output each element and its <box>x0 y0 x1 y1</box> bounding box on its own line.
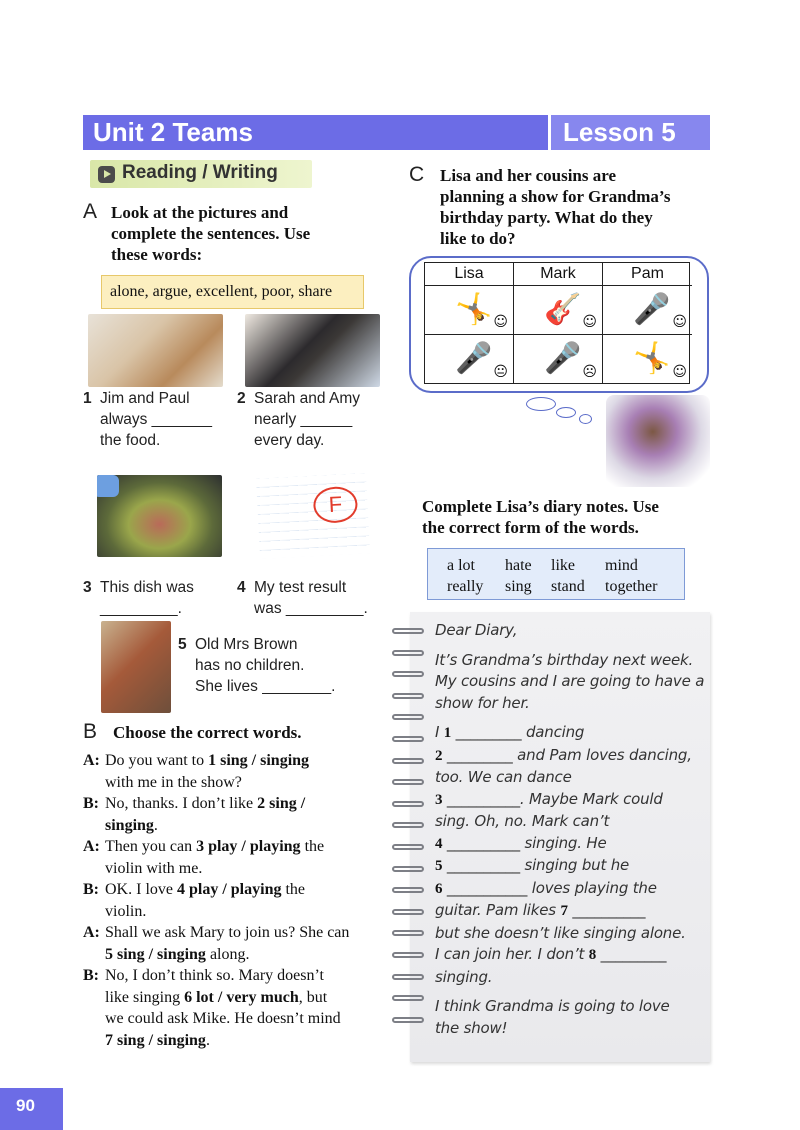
text-run: we could ask Mike. He doesn’t mind <box>105 1010 341 1027</box>
text-run: No, I don’t think so. Mary doesn’t <box>105 967 324 984</box>
dialog-text <box>105 858 388 880</box>
dialog-exercise <box>83 750 388 1051</box>
spiral-ring <box>392 693 424 699</box>
lesson-title: Lesson 5 <box>563 117 676 147</box>
table-header-mark: Mark <box>514 263 603 286</box>
diary-line <box>435 833 710 856</box>
word-option: mind <box>605 557 638 574</box>
spiral-ring <box>392 866 424 872</box>
table-cell <box>425 335 514 384</box>
dialog-line <box>83 965 388 1051</box>
guitar-figure-icon: 🎸 <box>544 292 582 327</box>
dialog-text <box>105 965 388 987</box>
text-run: sing. Oh, no. Mark can’t <box>435 812 610 830</box>
spiral-ring <box>392 736 424 742</box>
text-run: guitar. Pam likes <box>435 901 561 919</box>
section-c-letter: C <box>409 163 425 186</box>
diary-text <box>435 620 710 1039</box>
table-cell <box>514 286 603 335</box>
text-run: My cousins and I are going to have a <box>435 672 705 690</box>
dancing-figure-icon: 🤸 <box>633 341 671 376</box>
spiral-ring <box>392 714 424 720</box>
text-run: OK. I love <box>105 881 177 898</box>
diary-line <box>435 693 710 715</box>
page-number: 90 <box>16 1096 35 1115</box>
spiral-ring <box>392 952 424 958</box>
section-c-instruction <box>440 165 671 249</box>
diary-line <box>435 967 710 989</box>
item-line: Old Mrs Brown <box>195 636 298 653</box>
exercise-item-5 <box>178 634 335 697</box>
bold-text: singing <box>105 816 154 834</box>
text-run: the <box>300 838 325 855</box>
photo-girl-writing-diary <box>606 395 710 487</box>
word-option: a lot <box>447 557 475 574</box>
word-option: really <box>447 578 484 595</box>
diary-line <box>435 855 710 878</box>
diary-instruction-line: the correct form of the words. <box>422 518 639 537</box>
spiral-ring <box>392 844 424 850</box>
bold-text: 7 sing / singing <box>105 1031 206 1049</box>
singing-figure-icon: 🎤 <box>633 292 671 327</box>
item-number: 3 <box>83 579 92 596</box>
play-icon <box>98 166 115 183</box>
diary-line <box>435 767 710 789</box>
unit-title: Unit 2 Teams <box>93 117 253 147</box>
dialog-text <box>105 922 388 944</box>
exercise-item-4 <box>237 577 368 619</box>
item-number: 2 <box>237 390 246 407</box>
activities-table <box>424 262 690 384</box>
table-cell <box>603 286 692 335</box>
text-run: I <box>435 723 444 741</box>
dialog-text <box>105 987 388 1009</box>
diary-line <box>435 811 710 833</box>
diary-line <box>435 650 710 672</box>
section-a-instruction-line: these words: <box>111 245 203 264</box>
diary-line <box>435 923 710 945</box>
text-run: ___________ loves playing the <box>442 878 657 897</box>
diary-line <box>435 1018 710 1040</box>
spiral-ring <box>392 1017 424 1023</box>
text-run: violin. <box>105 902 147 920</box>
text-run: too. We can dance <box>435 768 572 786</box>
text-run: No, thanks. I don’t like <box>105 795 258 812</box>
spiral-ring <box>392 628 424 634</box>
text-run: but she doesn’t like singing alone. <box>435 923 686 942</box>
photo-test-paper <box>256 473 370 559</box>
dialog-text <box>105 944 388 966</box>
bold-text: 7 <box>560 903 568 919</box>
dialog-text <box>105 1008 388 1030</box>
table-cell <box>514 335 603 384</box>
word-option: hate <box>505 557 532 574</box>
item-number: 1 <box>83 390 92 407</box>
spiral-ring <box>392 758 424 764</box>
dialog-text <box>105 836 388 858</box>
item-line: always _______ <box>100 411 213 428</box>
face-icon: ☺ <box>672 364 687 380</box>
text-run: show for her. <box>435 693 530 712</box>
word-option: together <box>605 578 658 595</box>
face-icon: ☹ <box>582 364 597 380</box>
singing-figure-icon: 🎤 <box>544 341 582 376</box>
text-run: . <box>153 816 158 834</box>
spiral-ring <box>392 909 424 915</box>
diary-instruction-line: Complete Lisa’s diary notes. Use <box>422 497 659 516</box>
spiral-ring <box>392 671 424 677</box>
unit-header-bar <box>83 115 710 150</box>
section-b-letter: B <box>83 720 98 743</box>
word-box-a: alone, argue, excellent, poor, share <box>101 275 364 309</box>
item-number: 4 <box>237 579 246 596</box>
word-box-c <box>427 548 685 600</box>
diary-line <box>435 620 710 642</box>
photo-girls-arguing <box>245 314 380 387</box>
photo-old-woman <box>101 621 171 713</box>
speaker-label: B: <box>83 967 99 984</box>
item-number: 5 <box>178 636 187 653</box>
dialog-line <box>83 922 388 965</box>
dialog-text <box>105 750 388 772</box>
diary-line <box>435 996 710 1018</box>
item-line: every day. <box>254 432 325 449</box>
item-line: the food. <box>100 432 161 449</box>
dialog-text <box>105 772 388 794</box>
item-line: nearly ______ <box>254 411 353 428</box>
thought-bubble-dot <box>556 407 576 418</box>
thought-bubble-dot <box>579 414 592 424</box>
bold-text: 6 lot / very much <box>184 988 299 1006</box>
word-option: stand <box>551 578 585 595</box>
bold-text: 2 sing / <box>257 795 306 812</box>
exercise-item-3 <box>83 577 194 619</box>
dialog-line <box>83 793 388 836</box>
diary-instruction <box>422 496 659 538</box>
text-run: the <box>281 881 306 898</box>
face-icon: ☺ <box>493 314 508 330</box>
table-cell <box>603 335 692 384</box>
text-run: violin with me. <box>105 859 203 877</box>
spiral-ring <box>392 822 424 828</box>
word-option: like <box>551 557 575 574</box>
table-header-lisa: Lisa <box>425 263 514 286</box>
text-run: I can join her. I don’t <box>435 945 589 963</box>
section-a-letter: A <box>83 200 98 223</box>
dialog-line <box>83 879 388 922</box>
lesson-box <box>548 115 710 150</box>
bold-text: 3 play / playing <box>196 838 301 855</box>
item-line: Jim and Paul <box>100 390 190 407</box>
diary-line <box>435 900 710 923</box>
word-option: sing <box>505 578 532 595</box>
singing-figure-icon: 🎤 <box>455 341 493 376</box>
spiral-ring <box>392 650 424 656</box>
spiral-ring <box>392 779 424 785</box>
section-a-instruction <box>111 202 310 265</box>
bold-text: 4 <box>435 835 443 852</box>
item-line: has no children. <box>195 657 305 674</box>
text-run: singing. <box>435 967 493 986</box>
text-run: _________ dancing <box>451 723 585 741</box>
speaker-label: B: <box>83 881 99 898</box>
text-run: I think Grandma is going to love <box>435 997 670 1015</box>
face-icon: ☺ <box>672 314 687 330</box>
thought-bubble-dot <box>526 397 556 411</box>
section-c-instruction-line: birthday party. What do they <box>440 208 653 227</box>
diary-line <box>435 878 710 901</box>
text-run: __________ singing. He <box>442 833 607 852</box>
text-run: _________ and Pam loves dancing, <box>442 745 692 764</box>
bold-text: 8 <box>588 947 597 963</box>
bold-text: 1 <box>443 725 452 741</box>
item-line: She lives ________. <box>195 678 336 695</box>
item-line: This dish was <box>100 579 194 596</box>
spiral-ring <box>392 801 424 807</box>
dialog-text <box>105 1030 388 1052</box>
text-run: Shall we ask Mary to join us? She can <box>105 924 350 941</box>
spiral-ring <box>392 974 424 980</box>
text-run: __________. Maybe Mark could <box>442 789 663 808</box>
face-icon: ☺ <box>582 314 597 330</box>
bold-text: 3 <box>435 791 443 808</box>
text-run: __________ singing but he <box>442 856 630 874</box>
reading-writing-label: Reading / Writing <box>122 162 278 183</box>
grade-mark: F <box>313 486 359 524</box>
diary-line <box>435 745 710 768</box>
text-run: It’s Grandma’s birthday next week. <box>435 650 694 669</box>
text-run: Do you want to <box>105 752 209 769</box>
bold-text: 5 sing / singing <box>105 945 206 963</box>
bold-text: 6 <box>435 880 443 897</box>
diary-line <box>435 722 710 745</box>
section-c-instruction-line: Lisa and her cousins are <box>440 166 617 185</box>
diary-line <box>435 671 710 693</box>
dialog-text <box>105 793 388 815</box>
text-run: Dear Diary, <box>435 621 518 639</box>
speaker-label: B: <box>83 795 99 812</box>
speaker-label: A: <box>83 924 100 941</box>
dialog-text <box>105 879 388 901</box>
text-run: _________ <box>596 945 667 963</box>
dialog-text <box>105 815 388 837</box>
dialog-line <box>83 750 388 793</box>
item-line: My test result <box>254 579 347 596</box>
section-a-instruction-line: Look at the pictures and <box>111 203 289 222</box>
text-run: , but <box>298 988 328 1006</box>
text-run: the show! <box>435 1018 508 1037</box>
section-c-instruction-line: like to do? <box>440 229 516 248</box>
speaker-label: A: <box>83 752 100 769</box>
exercise-item-2 <box>237 388 360 451</box>
spiral-ring <box>392 887 424 893</box>
photo-boys-sharing-food <box>88 314 223 387</box>
dialog-text <box>105 901 388 923</box>
face-icon: 😐 <box>493 364 508 380</box>
text-run: with me in the show? <box>105 773 242 791</box>
diary-line <box>435 789 710 812</box>
thumbs-up-icon <box>97 475 119 497</box>
table-cell <box>425 286 514 335</box>
photo-dish-thumbs-up <box>97 475 222 557</box>
bold-text: 1 sing / singing <box>208 752 310 769</box>
section-a-instruction-line: complete the sentences. Use <box>111 224 311 243</box>
bold-text: 5 <box>435 858 443 874</box>
section-c-instruction-line: planning a show for Grandma’s <box>440 187 671 206</box>
text-run: __________ <box>567 901 646 919</box>
item-line: was _________. <box>254 600 368 617</box>
spiral-ring <box>392 930 424 936</box>
bold-text: 2 <box>435 747 443 764</box>
item-line: Sarah and Amy <box>254 390 360 407</box>
page-number-box <box>0 1088 63 1130</box>
text-run: Then you can <box>105 838 197 855</box>
reading-writing-tag <box>90 160 312 188</box>
text-run: . <box>205 1031 210 1049</box>
speaker-label: A: <box>83 838 100 855</box>
diary-line <box>435 944 710 967</box>
dialog-line <box>83 836 388 879</box>
dancing-figure-icon: 🤸 <box>455 292 493 327</box>
text-run: like singing <box>105 988 185 1006</box>
item-line: _________. <box>100 600 182 617</box>
text-run: along. <box>205 945 250 963</box>
bold-text: 4 play / playing <box>176 881 282 898</box>
section-b-instruction: Choose the correct words. <box>113 723 302 742</box>
spiral-ring <box>392 995 424 1001</box>
table-header-pam: Pam <box>603 263 692 286</box>
exercise-item-1 <box>83 388 212 451</box>
